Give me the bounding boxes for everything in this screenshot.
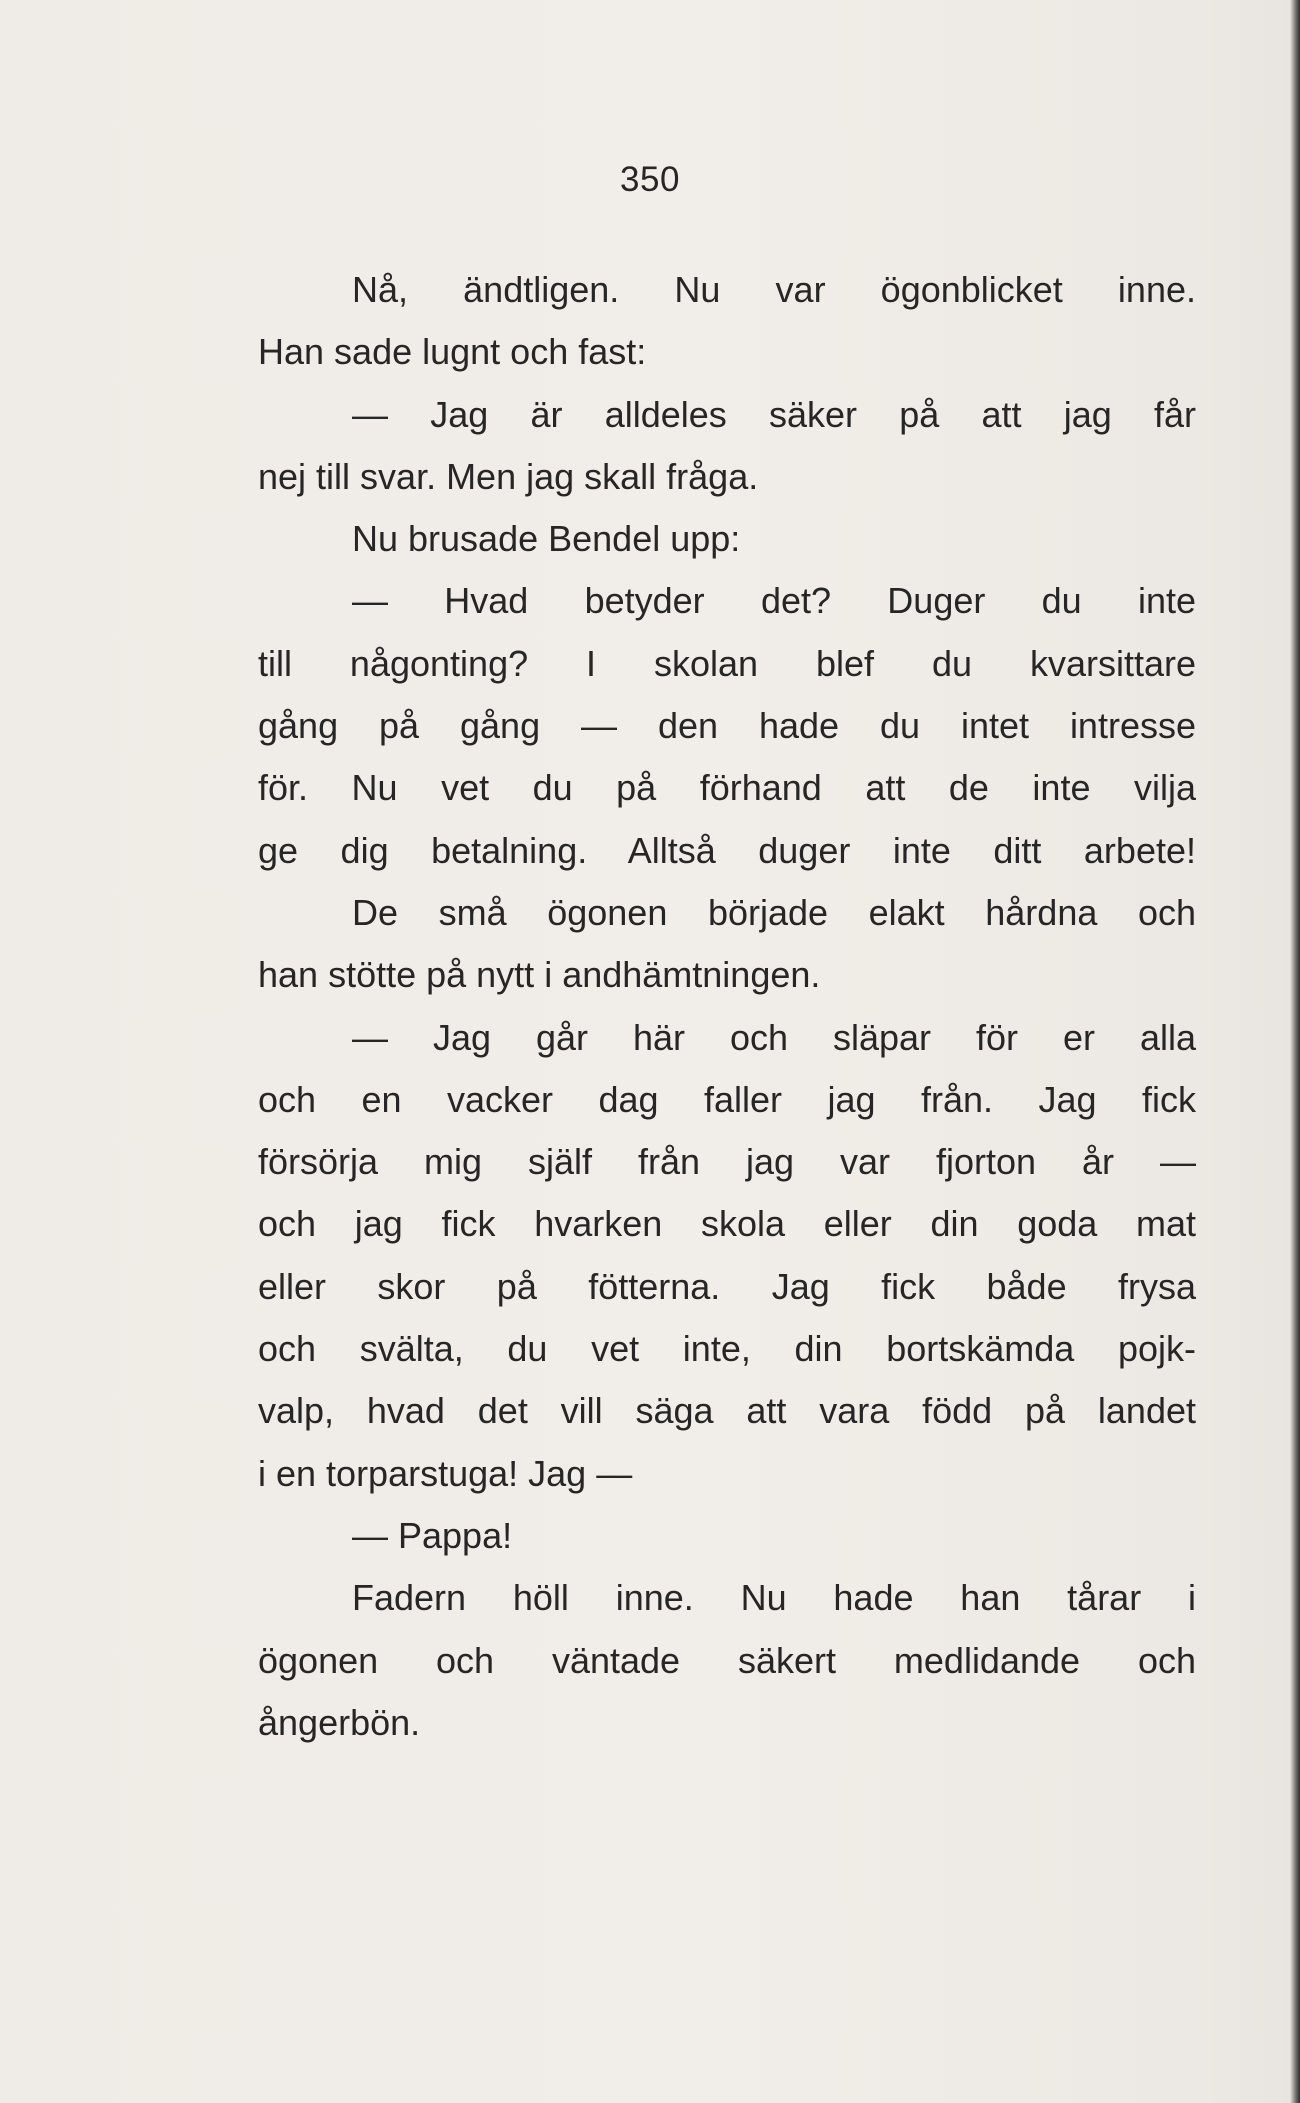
text-line: i en torparstuga! Jag — [258,1452,633,1494]
text-line: för. Nu vet du på förhand att de inte vilja [258,767,1196,809]
text-line: Nå, ändtligen. Nu var ögonblicket inne. [352,269,1196,310]
text-line: Fadern höll inne. Nu hade han tårar i [352,1577,1196,1619]
text-line: Han sade lugnt och fast: [258,331,647,373]
text-line: och jag fick hvarken skola eller din goda mat [258,1203,1196,1245]
page-number: 350 [620,160,680,199]
text-line: och en vacker dag faller jag från. Jag fick [258,1078,1196,1120]
text-line: till någonting? I skolan blef du kvarsittare [258,642,1196,684]
text-line: — Jag är alldeles säker på att jag får [352,393,1196,435]
text-line: ångerbön. [258,1701,421,1743]
text-line: och svälta, du vet inte, din bortskämda pojk- [258,1328,1196,1370]
text-line: nej till svar. Men jag skall fråga. [258,455,759,497]
text-line: försörja mig själf från jag var fjorton år — [258,1141,1196,1183]
text-line: De små ögonen började elakt hårdna och [352,891,1196,933]
text-line: han stötte på nytt i andhämtningen. [258,954,821,996]
text-line: gång på gång — den hade du intet intresse [258,705,1196,747]
text-line: ge dig betalning. Alltså duger inte ditt arbete! [258,829,1196,871]
text-line: eller skor på fötterna. Jag fick både frysa [258,1265,1196,1307]
text-line: — Jag går här och släpar för er alla [352,1016,1196,1058]
text-line: valp, hvad det vill säga att vara född på landet [258,1390,1196,1432]
text-line: — Pappa! [352,1514,513,1556]
page-edge-shadow [1290,0,1300,2103]
text-line: Nu brusade Bendel upp: [352,518,741,560]
text-line: — Hvad betyder det? Duger du inte [352,580,1196,622]
body-text [258,259,1196,1754]
text-line: ögonen och väntade säkert medlidande och [258,1639,1196,1681]
